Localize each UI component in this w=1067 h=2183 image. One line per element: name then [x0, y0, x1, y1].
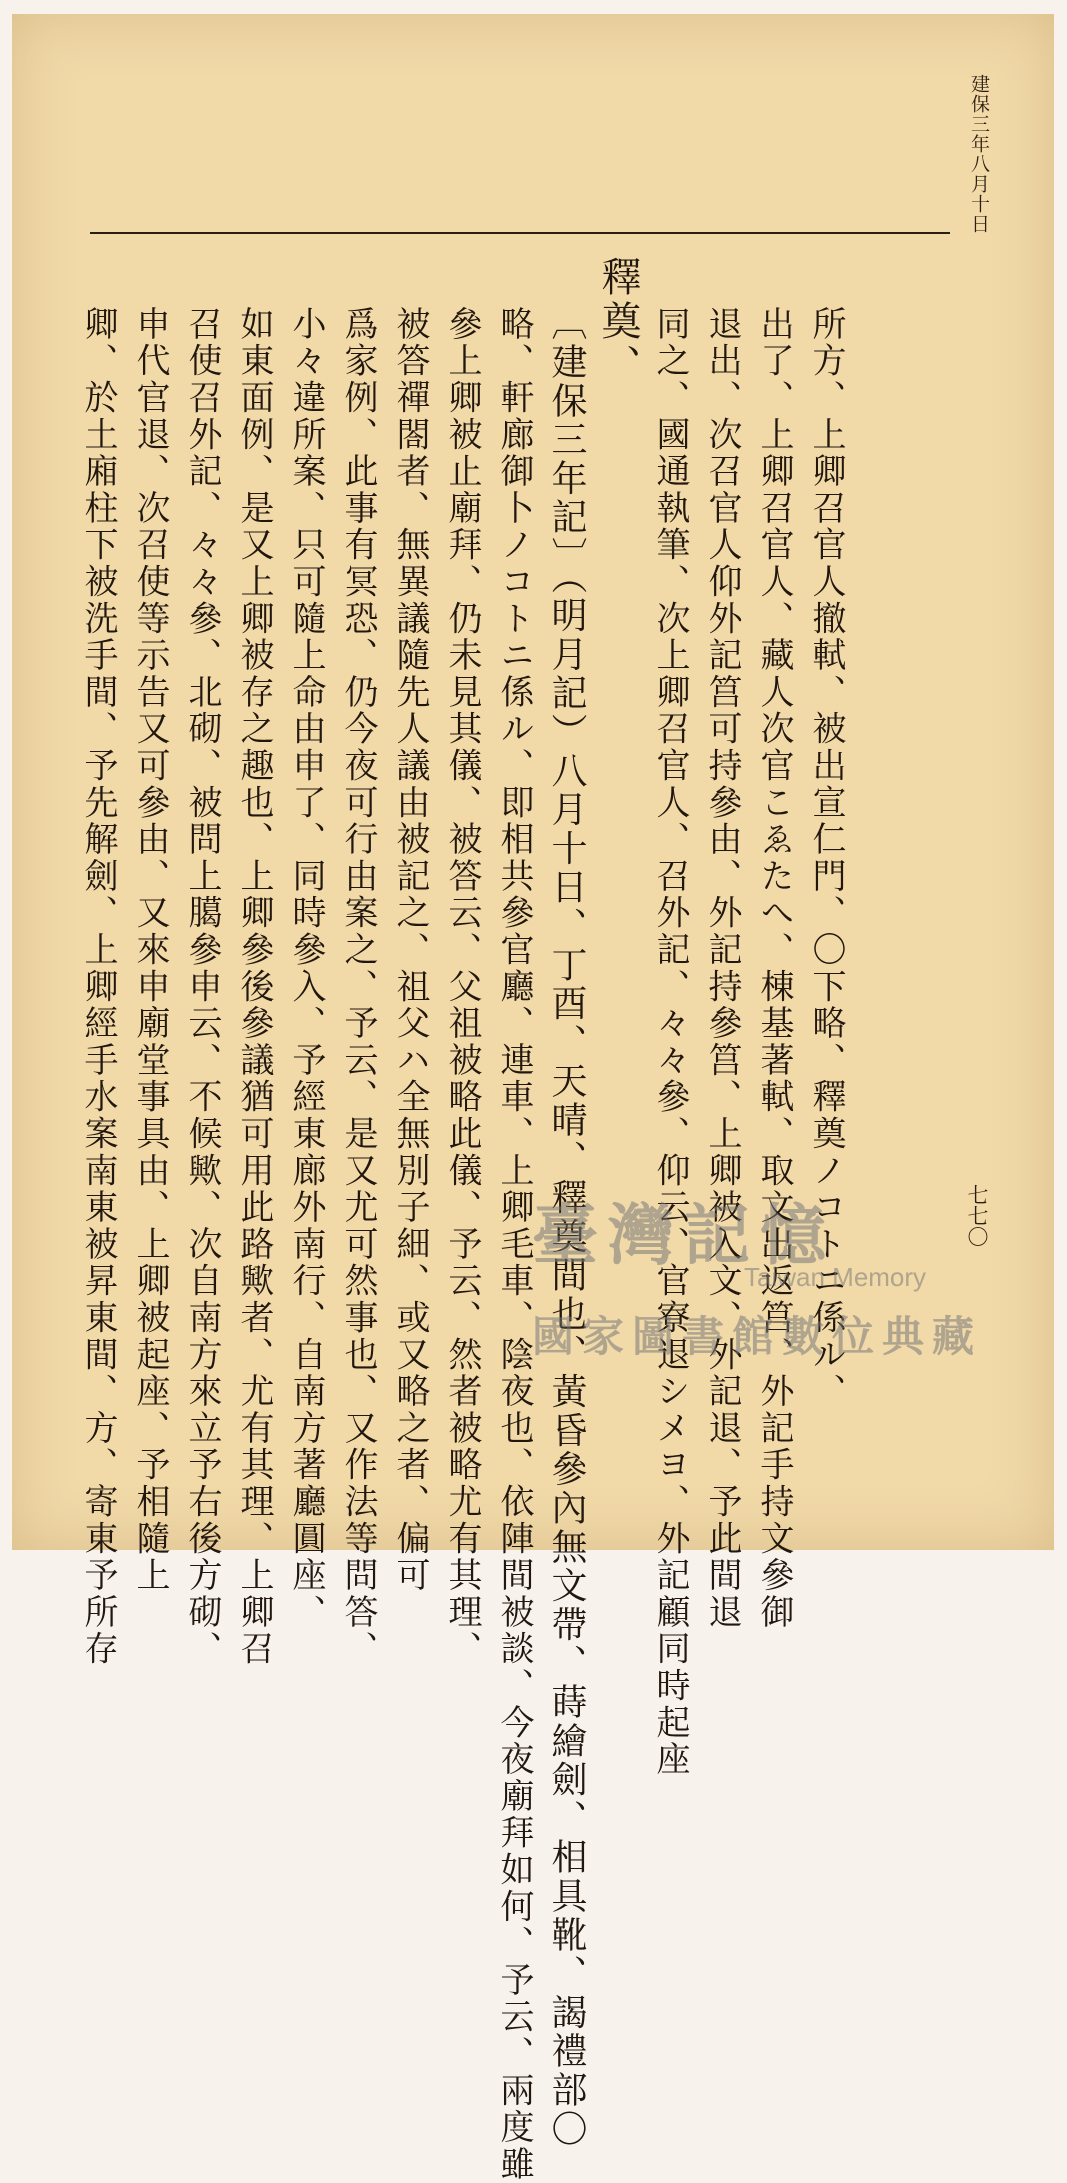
text-column-12: 如東面例、是又上卿被存之趣也、上卿參後參議猶可用此路歟者、尤有其理、上卿召	[234, 306, 274, 1668]
text-column-13: 召使召外記、々々參、北砌、被問上臈參申云、不候歟、次自南方來立予右後方砌、	[182, 306, 222, 1668]
text-column-14: 申代官退、次召使等示告又可參由、又來申廟堂事具由、上卿被起座、予相隨上	[130, 306, 170, 1594]
text-column-4: 同之、國通執筆、次上卿召官人、召外記、々々參、仰云、官寮退シメヨ、外記顧同時起座	[650, 306, 690, 1778]
watermark-english: Taiwan Memory	[744, 1262, 927, 1292]
horizontal-rule	[90, 232, 950, 234]
text-column-8: 參上卿被止廟拜、仍未見其儀、被答云、父祖被略此儀、予云、然者被略尤有其理、	[442, 306, 482, 1668]
section-heading: 釋奠、	[595, 256, 641, 388]
text-column-2: 出了、上卿召官人、藏人次官こゑたへ、棟基著軾、取文出返筥、外記手持文參御	[754, 306, 794, 1631]
text-column-10: 爲家例、此事有冥恐、仍今夜可行由案之、予云、是又尤可然事也、又作法等問答、	[338, 306, 378, 1668]
running-head: 建保三年八月十日	[968, 74, 990, 234]
text-column-7: 略、軒廊御卜ノコトニ係ル、即相共參官廳、連車、上卿毛車、陰夜也、依陣間被談、今夜廟拜如何、予云、兩度雖	[494, 306, 534, 2183]
book-page	[12, 14, 1054, 2183]
text-column-1: 所方、上卿召官人撤軾、被出宣仁門、〇下略、釋奠ノコトニ係ル、	[806, 306, 846, 1410]
text-column-15: 卿、於土廂柱下被洗手間、予先解劍、上卿經手水案南東被昇東間、方、寄東予所存	[78, 306, 118, 1668]
page-number: 七七〇	[965, 1184, 989, 1247]
source-heading-column: 〔建保三年記〕（明月記）八月十日、丁酉、天晴、釋奠間也、黃昏參內無文帶、蒔繪劍、相具靴、謁禮部〇	[546, 304, 587, 2149]
watermark-subtitle: 國家圖書館數位典藏	[532, 1312, 983, 1361]
text-column-9: 被答禪閤者、無異議隨先人議由被記之、祖父ハ全無別子細、或又略之者、偏可	[390, 306, 430, 1594]
watermark-logo: 臺灣記憶	[532, 1196, 836, 1274]
text-column-3: 退出、次召官人仰外記筥可持參由、外記持參筥、上卿被入文、外記退、予此間退	[702, 306, 742, 1631]
text-column-11: 小々違所案、只可隨上命由申了、同時參入、予經東廊外南行、自南方著廳圓座、	[286, 306, 326, 1631]
